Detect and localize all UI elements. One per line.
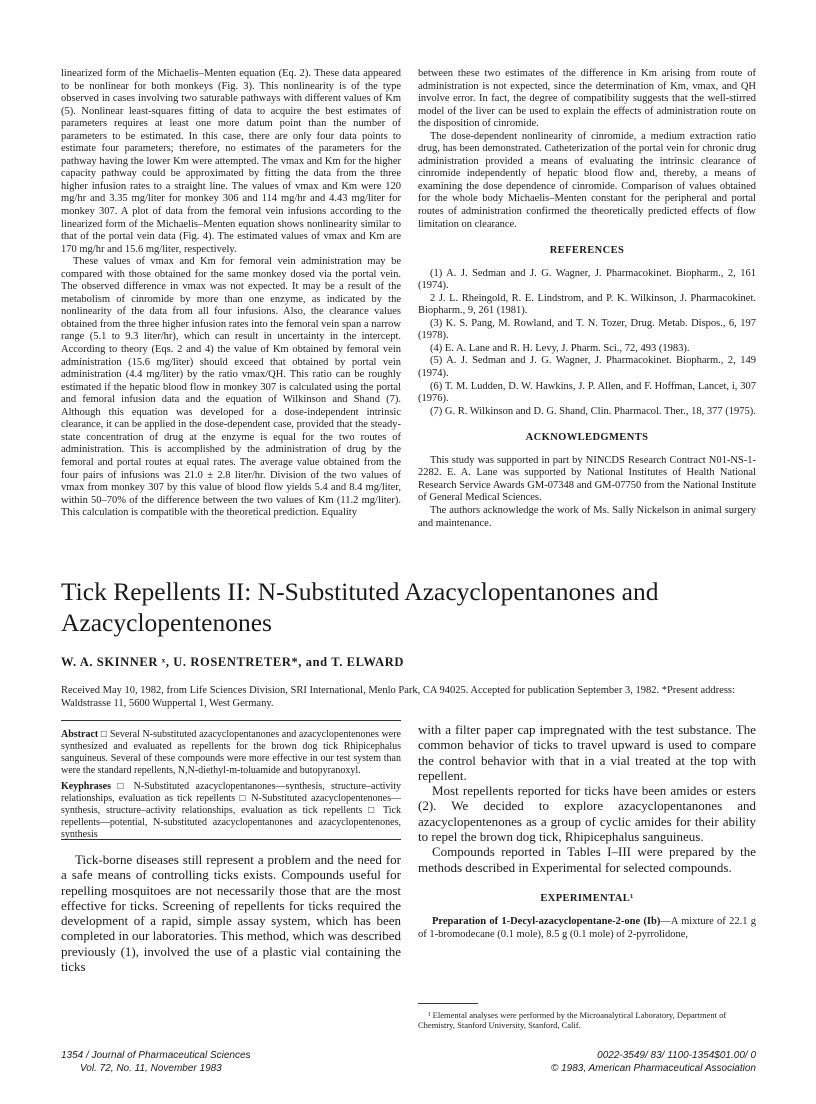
intro-paragraph: Most repellents reported for ticks have been amides or esters (2). We decided to explore azacyclopentanones and azacyclopentenones as a group of cyclic amides for their ability to repel the brown dog tick, Rhipicephalus sanguineus. (418, 783, 756, 845)
article-title: Tick Repellents II: N-Substituted Azacyclopentanones and Azacyclopentenones (61, 577, 659, 637)
acknowledgment-paragraph: This study was supported in part by NINCDS Research Contract N01-NS-1-2282. E. A. Lane was supported by National Institutes of Health National Research Service Awards GM-07348 and GM-07750 from the National Institute of General Medical Sciences. (418, 454, 756, 504)
footer-page-info: 1354 / Journal of Pharmaceutical Sciences (61, 1050, 251, 1061)
experimental-paragraph (418, 916, 756, 941)
article-authors: W. A. SKINNER ˣ, U. ROSENTRETER*, and T. ELWARD (61, 655, 404, 669)
reference-item: (7) G. R. Wilkinson and D. G. Shand, Clin. Pharmacol. Ther., 18, 377 (1975). (430, 405, 756, 417)
body-paragraph: The dose-dependent nonlinearity of cinromide, a medium extraction ratio drug, has been demonstrated. Catheterization of the portal vein for chronic drug administration provided a means of evaluating the intrinsic clearance of cinromide independently of hepatic blood flow and, thereby, a means of examining the dose dependence of cinromide. Comparison of values obtained for the whole body Michaelis–Menten constant for the peripheral and portal routes of administration confirmed the theoretically predicted effects of flow limitation on clearance. (418, 130, 756, 230)
footer-issn-code: 0022-3549/ 83/ 1100-1354$01.00/ 0 (597, 1050, 756, 1061)
reference-item: (4) E. A. Lane and R. H. Levy, J. Pharm. Sci., 72, 493 (1983). (430, 342, 690, 354)
acknowledgments-heading: ACKNOWLEDGMENTS (525, 432, 649, 444)
body-paragraph: linearized form of the Michaelis–Menten equation (Eq. 2). These data appeared to be nonlinear for both monkeys (Fig. 3). This nonlinearity is of the type observed in cases involving two saturable pathways with different values of Km (5). Nonlinear least-squares fitting of data to acquire the best estimates of parameters requires at least one more datum point than the number of parameters to be estimated. In this case, there are only four data points to estimate four parameters; therefore, no estimates of the parameters for the pathway having the lower Km were attempted. The vmax and Km for the higher capacity pathway could be approximated by fitting the data from the three higher infusion rates to a straight line. The values of vmax and Km were 120 mg/hr and 3.35 mg/liter for monkey 306 and 114 mg/hr and 4.43 mg/liter for monkey 307. A plot of data from the femoral vein infusions according to the linearized form of the Michaelis–Menten equation shows nonlinearity similar to that of the portal vein data (Fig. 4). The estimated values of vmax and Km are 170 mg/hr and 15.6 mg/liter, respectively. (61, 68, 401, 255)
abstract-text: □ Several N-substituted azacyclopentanones and azacyclopentenones were synthesized and evaluated as repellents for the brown dog tick Rhipicephalus sanguineus. Several of these compounds were more effective in our test system than were the standard repellents, N,N-diethyl-m-toluamide and butopyranoxyl. (61, 729, 401, 776)
footnote: ¹ Elemental analyses were performed by the Microanalytical Laboratory, Department of Chemistry, Stanford University, Stanford, Calif. (418, 1010, 727, 1030)
keyphrases-label: Keyphrases (61, 781, 111, 792)
footer-volume: Vol. 72, No. 11, November 1983 (80, 1063, 222, 1074)
references-list (418, 268, 756, 419)
top-right-column (418, 68, 756, 530)
intro-paragraph: Tick-borne diseases still represent a problem and the need for a safe means of controlling ticks exists. Compounds useful for repelling mosquitoes are not necessarily those that are the most effective for ticks. Screening of repellents for ticks required the development of a rapid, simple assay system, which has been completed in our laboratories. This method, which was described previously (1), involved the use of a plastic vial containing the ticks (61, 852, 401, 975)
abstract-label: Abstract (61, 729, 99, 740)
acknowledgment-paragraph: The authors acknowledge the work of Ms. Sally Nickelson in animal surgery and maintenance. (418, 504, 756, 529)
keyphrases-text: □ N-Substituted azacyclopentanones—synthesis, structure–activity relationships, evaluation as tick repellents □ N-Substituted azacyclopentenones—synthesis, structure–activity relationships, evaluation as tick repellents □ Tick repellents—potential, N-substituted azacyclopentanones and azacyclopentenones, synthesis (61, 781, 401, 840)
intro-paragraph: with a filter paper cap impregnated with the test substance. The common behavior of ticks to travel upward is used to compare the control behavior with that in a vial treated at the top with repellent. (418, 722, 756, 783)
reference-item: (1) A. J. Sedman and J. G. Wagner, J. Pharmacokinet. Biopharm., 2, 161 (1974). (418, 267, 756, 292)
bottom-right-column (418, 722, 756, 941)
reference-item: 2 J. L. Rheingold, R. E. Lindstrom, and P. K. Wilkinson, J. Pharmacokinet. Biopharm., 9, 261 (1981). (418, 292, 756, 317)
experimental-text: —A mixture of 22.1 g of 1-bromodecane (0.1 mole), 8.5 g (0.1 mole) of 2-pyrrolidone, (418, 916, 756, 940)
bottom-left-column (61, 852, 401, 974)
abstract-paragraph (61, 729, 401, 777)
received-note: Received May 10, 1982, from Life Sciences Division, SRI International, Menlo Park, CA 94025. Accepted for publication September 3, 1982. *Present address: Waldstrasse 11, 5600 Wuppertal 1, West Germany. (61, 685, 735, 709)
experimental-heading: EXPERIMENTAL¹ (540, 892, 634, 904)
footnote-divider (418, 1003, 478, 1004)
body-paragraph: between these two estimates of the difference in Km arising from route of administration is not expected, since the determination of Km, vmax, and QH involve error. In fact, the degree of compatibility suggests that the well-stirred model of the liver can be used to explain the effects of administration route on the disposition of cinromide. (418, 68, 756, 130)
reference-item: (3) K. S. Pang, M. Rowland, and T. N. Tozer, Drug. Metab. Dispos., 6, 197 (1978). (418, 317, 756, 342)
references-heading: REFERENCES (549, 245, 625, 257)
top-left-column (61, 68, 401, 520)
intro-paragraph: Compounds reported in Tables I–III were prepared by the methods described in Experimental for selected compounds. (418, 844, 756, 875)
keyphrases-paragraph (61, 781, 401, 841)
body-paragraph: These values of vmax and Km for femoral vein administration may be compared with those obtained for the same monkey dosed via the portal vein. The observed difference in vmax was not expected. It may be a result of the metabolism of cinromide by more than one enzyme, as indicated by the nonlinearity of the data from all four infusions. Also, the clearance values obtained from the three higher infusion rates into the femoral vein span a narrow range (5.1 to 9.3 liter/hr), which can result in uncertainty in the intercept. According to theory (Eqs. 2 and 4) the value of Km obtained by femoral vein administration (15.6 mg/liter) should exceed that obtained by portal vein administration (4.4 mg/liter) by the ratio vmax/QH. This ratio can be roughly estimated if the hepatic blood flow in monkey 307 is calculated using the portal and femoral infusion data and the equation of Wilkinson and Shand (7). Although this equation was developed for a dose-independent intrinsic clearance, it can be applied in the dose-dependent case, provided that the steady-state concentration of drug at the enzyme is equal for the two routes of administration. This is accomplished by the administration of drug by the femoral and portal routes at equal rates. The average value obtained from the four pairs of infusions was 21.0 ± 2.8 liter/hr. Division of the two values of vmax from monkey 307 by this value of blood flow yields 5.4 and 8.4 mg/liter, within 50–70% of the difference between the two values of Km (11.2 mg/liter). This calculation is compatible with the theoretical prediction. Equality (61, 256, 401, 519)
footer-copyright: © 1983, American Pharmaceutical Association (550, 1063, 756, 1074)
reference-item: (6) T. M. Ludden, D. W. Hawkins, J. P. Allen, and F. Hoffman, Lancet, i, 307 (1976). (418, 380, 756, 405)
reference-item: (5) A. J. Sedman and J. G. Wagner, J. Pharmacokinet. Biopharm., 2, 149 (1974). (418, 355, 756, 380)
experimental-subheading: Preparation of 1-Decyl-azacyclopentane-2-one (Ib) (432, 916, 661, 928)
abstract-box (61, 720, 401, 840)
